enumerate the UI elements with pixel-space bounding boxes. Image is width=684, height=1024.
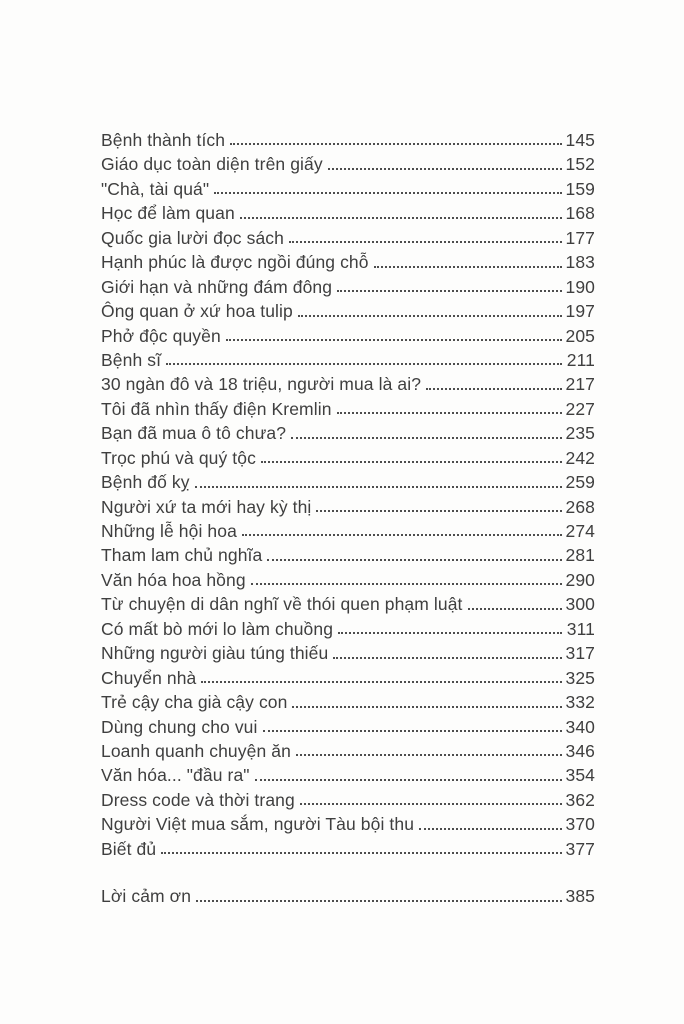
dot-leader (263, 730, 563, 732)
toc-entry-page-number: 217 (565, 374, 595, 395)
toc-entry-title: Học để làm quan (101, 203, 235, 224)
toc-entry (101, 543, 595, 567)
dot-leader (261, 461, 562, 463)
toc-entry-title: Giới hạn và những đám đông (101, 276, 333, 297)
dot-leader (328, 168, 562, 170)
toc-entry-title: Tôi đã nhìn thấy điện Kremlin (101, 398, 332, 419)
toc-entry (101, 812, 595, 836)
dot-leader (333, 657, 562, 659)
dot-leader (214, 192, 562, 194)
toc-entry (101, 128, 595, 152)
toc-entry-title: Biết đủ (101, 838, 157, 859)
dot-leader (196, 900, 562, 902)
toc-entry (101, 641, 595, 665)
toc-entry (101, 519, 595, 543)
toc-entry-title: Những người giàu túng thiếu (101, 643, 329, 664)
toc-entry-title: Lời cảm ơn (101, 886, 192, 907)
toc-entry-title: Những lễ hội hoa (101, 521, 237, 541)
toc-entry-page-number: 340 (565, 716, 595, 737)
dot-leader (201, 681, 562, 683)
toc-entry-title: 30 ngàn đô và 18 triệu, người mua là ai? (101, 374, 422, 395)
dot-leader (242, 534, 562, 536)
toc-entry (101, 715, 595, 739)
toc-entry-title: Trọc phú và quý tộc (101, 447, 256, 468)
dot-leader (161, 852, 562, 854)
toc-entry-title: Bệnh sĩ (101, 349, 162, 370)
dot-leader (292, 706, 562, 708)
toc-entry (101, 226, 595, 250)
toc-entry-title: Người Việt mua sắm, người Tàu bội thu (101, 814, 415, 835)
toc-entry-title: Phở độc quyền (101, 325, 221, 346)
toc-entry-title: Người xứ ta mới hay kỳ thị (101, 496, 312, 517)
toc-entry-title: Văn hóa hoa hồng (101, 569, 246, 590)
toc-entry-title: Có mất bò mới lo làm chuồng (101, 618, 334, 639)
toc-entry (101, 348, 595, 372)
toc-entry-title: Bạn đã mua ô tô chưa? (101, 423, 287, 444)
toc-entry-page-number: 385 (565, 886, 595, 907)
toc-entry-page-number: 317 (565, 643, 595, 664)
toc-entry-page-number: 268 (565, 496, 595, 517)
toc-entry-page-number: 281 (565, 545, 595, 566)
toc-entry (101, 592, 595, 616)
toc-entry (101, 397, 595, 421)
toc-entry-title: Bệnh đố kỵ (101, 472, 190, 493)
toc-entry-title: "Chà, tài quá" (101, 178, 210, 199)
toc-entry-page-number: 168 (565, 203, 595, 224)
dot-leader (426, 388, 562, 390)
dot-leader (289, 241, 562, 243)
toc-entry (101, 201, 595, 225)
toc-entry-page-number: 354 (565, 765, 595, 786)
toc-entry (101, 739, 595, 763)
toc-entry (101, 177, 595, 201)
toc-entry-page-number: 183 (565, 252, 595, 273)
dot-leader (251, 583, 562, 585)
toc-entry-page-number: 197 (565, 301, 595, 322)
toc-entry (101, 837, 595, 861)
toc-entry-page-number: 159 (565, 178, 595, 199)
toc-entry-page-number: 211 (566, 349, 595, 370)
dot-leader (195, 486, 562, 488)
dot-leader (300, 803, 562, 805)
toc-entry-page-number: 290 (565, 569, 595, 590)
dot-leader (337, 412, 562, 414)
toc-entry-page-number: 274 (565, 521, 595, 541)
toc-entry-title: Tham lam chủ nghĩa (101, 545, 263, 566)
toc-entry (101, 250, 595, 274)
toc-entry-page-number: 325 (565, 667, 595, 688)
toc-entry-title: Giáo dục toàn diện trên giấy (101, 154, 323, 175)
toc-entry-page-number: 346 (565, 740, 595, 761)
toc-entry-page-number: 300 (565, 594, 595, 615)
toc-entry (101, 568, 595, 592)
toc-entry-page-number: 205 (565, 325, 595, 346)
toc-entry-title: Hạnh phúc là được ngồi đúng chỗ (101, 252, 369, 273)
toc-entry-title: Dress code và thời trang (101, 789, 295, 810)
dot-leader (374, 266, 562, 268)
toc-entry (101, 666, 595, 690)
toc-entry-page-number: 145 (565, 130, 595, 150)
dot-leader (419, 828, 562, 830)
toc-entry-title: Bệnh thành tích (101, 130, 226, 150)
dot-leader (337, 290, 562, 292)
dot-leader (298, 315, 562, 317)
toc-entry-title: Văn hóa... "đầu ra" (101, 765, 250, 786)
toc-entry-page-number: 235 (565, 423, 595, 444)
dot-leader (316, 510, 562, 512)
toc-entry-page-number: 311 (566, 618, 595, 639)
toc-entry-page-number: 152 (565, 154, 595, 175)
dot-leader (166, 363, 562, 365)
toc-entry-page-number: 377 (565, 838, 595, 859)
toc-entry-page-number: 177 (565, 227, 595, 248)
toc-entry-page-number: 332 (565, 692, 595, 713)
dot-leader (468, 608, 563, 610)
toc-entry (101, 763, 595, 787)
toc-entry-page-number: 242 (565, 447, 595, 468)
dot-leader (296, 754, 562, 756)
toc-entry (101, 884, 595, 908)
toc-entry (101, 617, 595, 641)
toc-entry (101, 324, 595, 348)
dot-leader (255, 779, 562, 781)
dot-leader (240, 217, 562, 219)
toc-entry (101, 470, 595, 494)
toc-entry (101, 152, 595, 176)
toc-entry (101, 275, 595, 299)
toc-entry-title: Trẻ cậy cha già cậy con (101, 692, 288, 713)
table-of-contents (101, 128, 595, 909)
toc-entry (101, 690, 595, 714)
toc-entry-title: Ông quan ở xứ hoa tulip (101, 301, 293, 322)
toc-entry (101, 421, 595, 445)
toc-entry (101, 299, 595, 323)
dot-leader (226, 339, 562, 341)
toc-entry (101, 446, 595, 470)
toc-entry-page-number: 362 (565, 789, 595, 810)
dot-leader (230, 143, 562, 145)
toc-entry (101, 788, 595, 812)
toc-entry-title: Chuyển nhà (101, 667, 197, 688)
toc-entry-page-number: 259 (565, 472, 595, 493)
toc-entry (101, 372, 595, 396)
toc-entry-title: Từ chuyện di dân nghĩ về thói quen phạm luật (101, 594, 463, 615)
toc-entry-title: Quốc gia lười đọc sách (101, 227, 284, 248)
dot-leader (338, 632, 562, 634)
toc-entry-title: Loanh quanh chuyện ăn (101, 740, 291, 761)
toc-entry (101, 495, 595, 519)
dot-leader (267, 559, 562, 561)
dot-leader (291, 437, 562, 439)
toc-entry-page-number: 370 (565, 814, 595, 835)
toc-entry-page-number: 190 (565, 276, 595, 297)
toc-entry-page-number: 227 (565, 398, 595, 419)
toc-entry-title: Dùng chung cho vui (101, 716, 258, 737)
